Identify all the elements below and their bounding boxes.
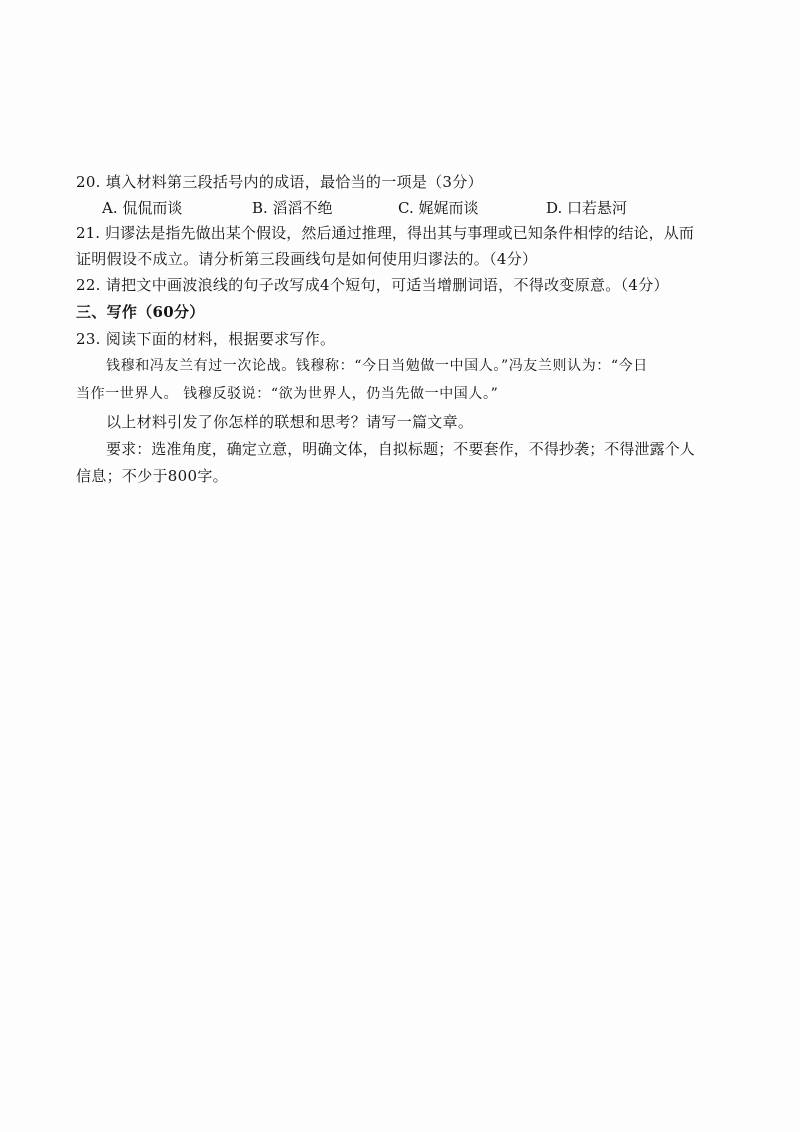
- writing-prompt: 以上材料引发了你怎样的联想和思考？请写一篇文章。: [106, 413, 474, 431]
- question-21-line-2: 证明假设不成立。请分析第三段画线句是如何使用归谬法的。（4分）: [76, 250, 538, 268]
- material-line-2: 当作一世界人。 钱穆反驳说：“欲为世界人，仍当先做一中国人。”: [76, 386, 499, 402]
- requirements-line-2: 信息；不少于800字。: [76, 467, 228, 485]
- question-22-line-1: 22. 请把文中画波浪线的句子改写成4个短句，可适当增删词语，不得改变原意。（4分）: [76, 276, 669, 294]
- question-21-line-1: 21. 归谬法是指先做出某个假设，然后通过推理，得出其与事理或已知条件相悖的结论，从而: [76, 224, 694, 242]
- question-20-stem: 20. 填入材料第三段括号内的成语，最恰当的一项是（3分）: [76, 173, 483, 191]
- section-3-heading: 三、写作（60分）: [76, 303, 205, 321]
- question-20-option-b: B. 滔滔不绝: [252, 199, 333, 217]
- question-20-option-a: A. 侃侃而谈: [102, 199, 183, 217]
- material-line-1: 钱穆和冯友兰有过一次论战。钱穆称：“今日当勉做一中国人。”冯友兰则认为：“今日: [106, 358, 648, 374]
- question-20-option-d: D. 口若悬河: [546, 199, 628, 217]
- question-23-stem: 23. 阅读下面的材料，根据要求写作。: [76, 330, 336, 348]
- question-20-option-c: C. 娓娓而谈: [398, 199, 479, 217]
- requirements-line-1: 要求：选准角度，确定立意，明确文体，自拟标题；不要套作，不得抄袭；不得泄露个人: [106, 440, 695, 458]
